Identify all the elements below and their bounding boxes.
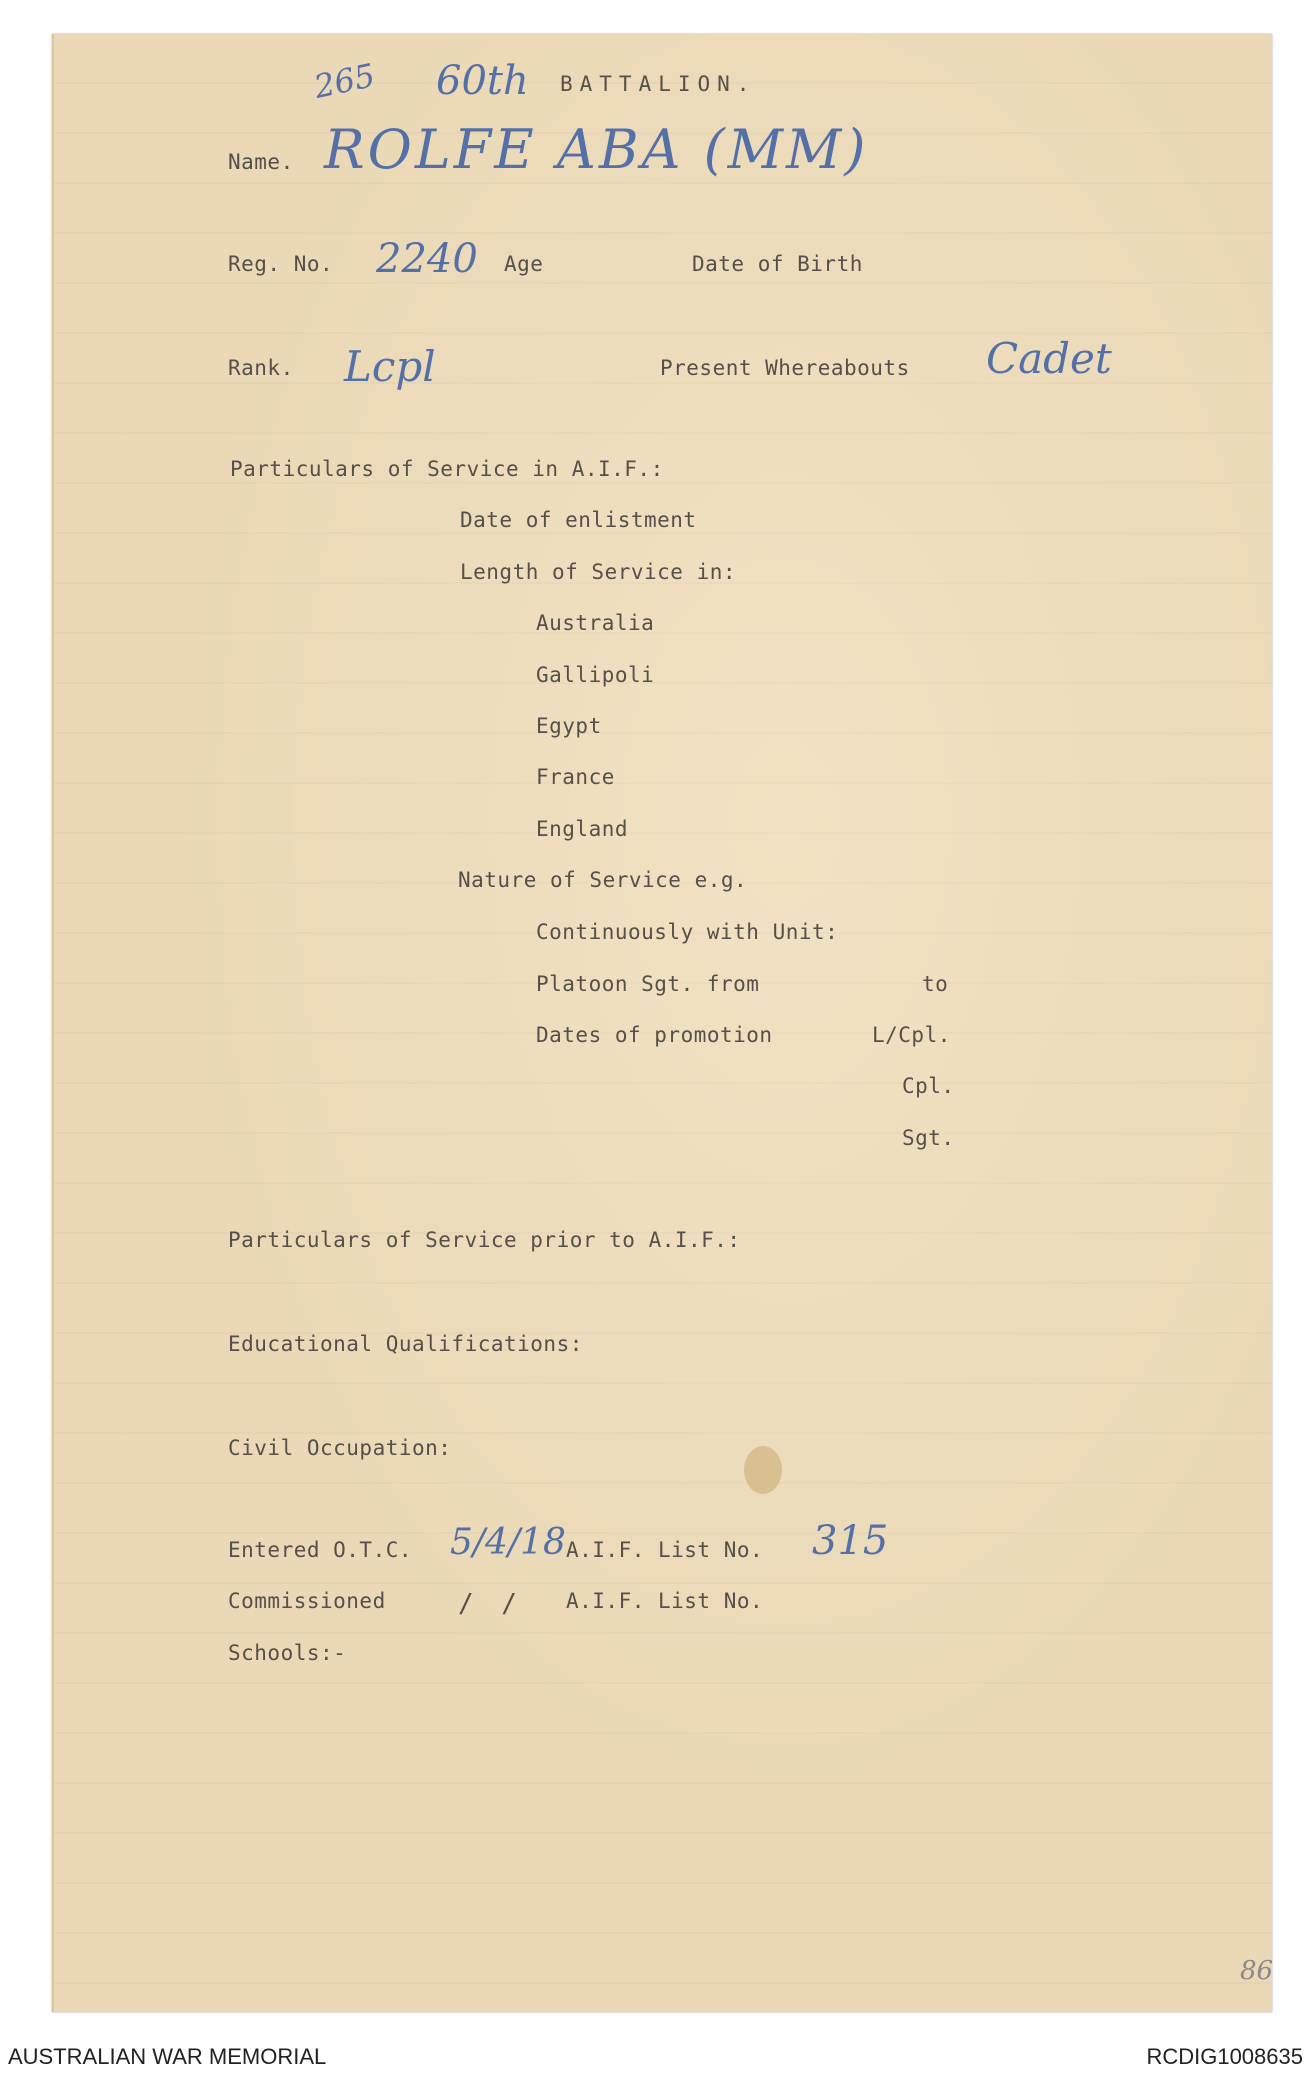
footer-credit: AUSTRALIAN WAR MEMORIAL: [8, 2044, 327, 2069]
reg-no-value: 2240: [376, 236, 478, 282]
page-number: 86: [1240, 1956, 1274, 1986]
promotion-label: Dates of promotion: [536, 1023, 773, 1047]
list-no-value: 315: [812, 1518, 889, 1564]
footer-id: RCDIG1008635: [1146, 2044, 1303, 2069]
schools-label: Schools:-: [228, 1641, 347, 1665]
stain: [744, 1446, 782, 1494]
platoon-label: Platoon Sgt. from: [536, 972, 760, 996]
battalion-label: BATTALION.: [560, 72, 757, 96]
place-france: France: [536, 765, 615, 789]
rank-cpl: Cpl.: [902, 1074, 955, 1098]
education-label: Educational Qualifications:: [228, 1332, 583, 1356]
rank-lcpl: L/Cpl.: [872, 1023, 951, 1047]
occupation-label: Civil Occupation:: [228, 1436, 452, 1460]
length-label: Length of Service in:: [460, 560, 737, 584]
place-england: England: [536, 817, 629, 841]
commissioned-date: / /: [458, 1589, 523, 1619]
rank-label: Rank.: [228, 356, 294, 380]
place-egypt: Egypt: [536, 714, 602, 738]
nature-label: Nature of Service e.g.: [458, 868, 748, 892]
place-gallipoli: Gallipoli: [536, 663, 655, 687]
reg-no-label: Reg. No.: [228, 252, 334, 276]
list-no-label-2: A.I.F. List No.: [566, 1589, 764, 1613]
list-no-label-1: A.I.F. List No.: [566, 1538, 764, 1562]
rank-value: Lcpl: [344, 342, 436, 391]
dob-label: Date of Birth: [692, 252, 863, 276]
name-label: Name.: [228, 150, 294, 174]
enlistment-label: Date of enlistment: [460, 508, 697, 532]
entered-otc-date: 5/4/18: [450, 1522, 566, 1563]
name-value: ROLFE ABA (MM): [324, 118, 869, 181]
commissioned-label: Commissioned: [228, 1589, 386, 1613]
to-label: to: [922, 972, 949, 996]
entered-otc-label: Entered O.T.C.: [228, 1538, 413, 1562]
whereabouts-value: Cadet: [986, 334, 1112, 383]
prior-service-label: Particulars of Service prior to A.I.F.:: [228, 1228, 741, 1252]
place-australia: Australia: [536, 611, 655, 635]
battalion-number: 60th: [436, 58, 529, 104]
folio-number: 265: [310, 56, 379, 106]
service-aif-label: Particulars of Service in A.I.F.:: [230, 457, 664, 481]
whereabouts-label: Present Whereabouts: [660, 356, 910, 380]
rank-sgt: Sgt.: [902, 1126, 955, 1150]
continuously-label: Continuously with Unit:: [536, 920, 839, 944]
age-label: Age: [504, 252, 544, 276]
